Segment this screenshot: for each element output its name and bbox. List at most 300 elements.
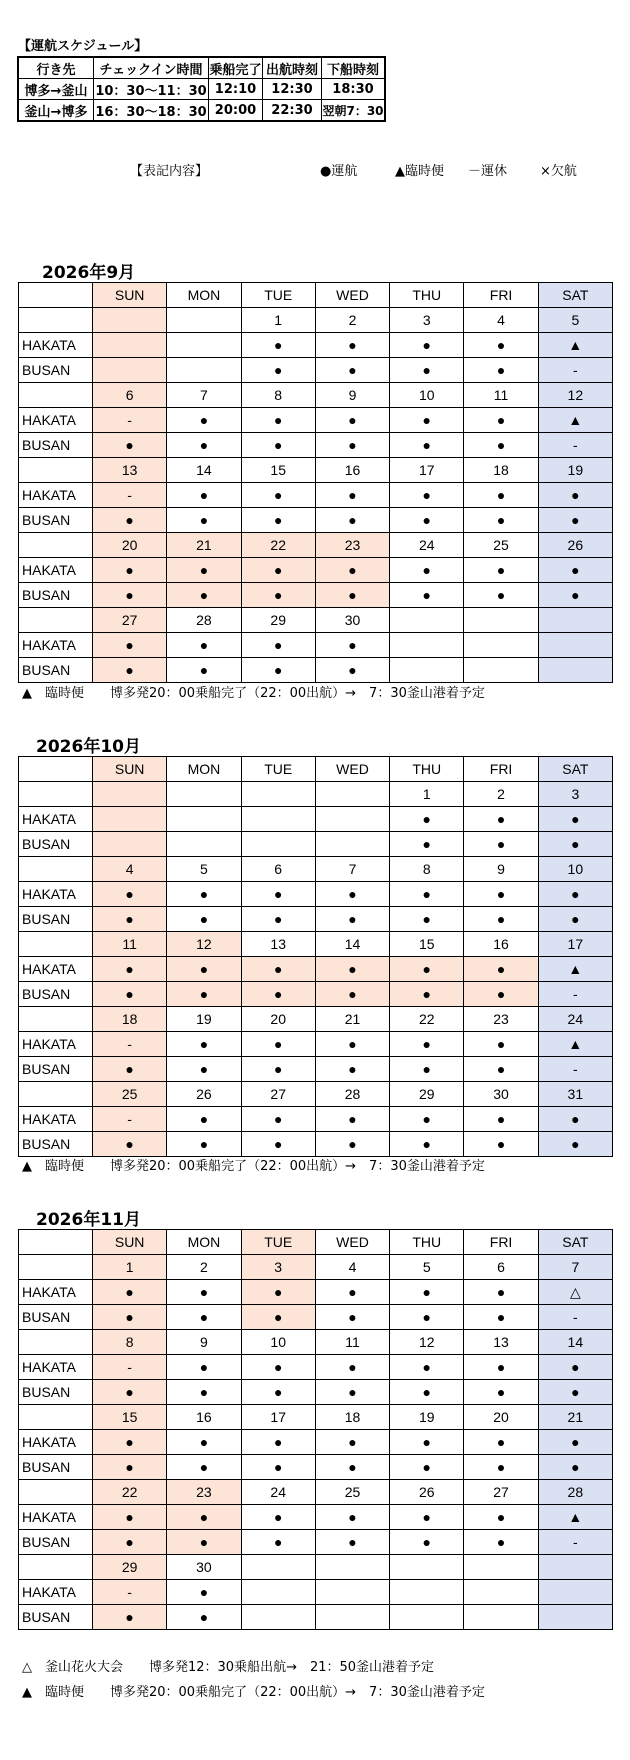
status-cell: ● — [167, 508, 241, 533]
status-cell: ● — [390, 1455, 464, 1480]
status-cell: ● — [464, 333, 538, 358]
day-header-wed: WED — [315, 757, 389, 782]
calendar-busan-row — [19, 1132, 613, 1157]
calendar-hakata-row — [19, 408, 613, 433]
status-cell — [93, 807, 167, 832]
status-cell: ● — [538, 1107, 612, 1132]
row-label-empty — [19, 1555, 93, 1580]
date-cell: 20 — [464, 1405, 538, 1430]
row-label-empty — [19, 533, 93, 558]
status-cell: ● — [241, 1530, 315, 1555]
status-cell: ● — [315, 957, 389, 982]
status-cell: ● — [241, 882, 315, 907]
calendar-date-row — [19, 857, 613, 882]
status-cell: ● — [167, 483, 241, 508]
status-cell: ● — [241, 633, 315, 658]
schedule-cell: 10：30～11：30 — [94, 79, 209, 100]
schedule-header-cell: 行き先 — [18, 57, 94, 79]
date-cell: 29 — [93, 1555, 167, 1580]
status-cell: - — [93, 1107, 167, 1132]
status-cell: ● — [315, 483, 389, 508]
status-cell: ● — [315, 1505, 389, 1530]
status-cell: ● — [464, 957, 538, 982]
status-cell: ● — [538, 583, 612, 608]
calendar-busan-row — [19, 433, 613, 458]
calendar-hakata-row — [19, 633, 613, 658]
status-cell: ● — [315, 882, 389, 907]
calendar-date-row — [19, 1330, 613, 1355]
route-label: HAKATA — [19, 1355, 93, 1380]
status-cell: ● — [167, 1455, 241, 1480]
date-cell: 13 — [464, 1330, 538, 1355]
status-cell: ● — [464, 1305, 538, 1330]
route-label: HAKATA — [19, 957, 93, 982]
status-cell: ● — [315, 1032, 389, 1057]
status-cell: ● — [390, 433, 464, 458]
row-label-empty — [19, 1330, 93, 1355]
date-cell: 28 — [538, 1480, 612, 1505]
date-cell — [241, 1555, 315, 1580]
date-cell: 25 — [464, 533, 538, 558]
legend — [0, 160, 630, 180]
date-cell: 24 — [538, 1007, 612, 1032]
schedule-cell: 釜山→博多 — [18, 100, 94, 122]
calendar-date-row — [19, 1555, 613, 1580]
status-cell: ● — [464, 408, 538, 433]
date-cell: 26 — [390, 1480, 464, 1505]
status-cell: ● — [93, 433, 167, 458]
date-cell: 24 — [241, 1480, 315, 1505]
date-cell — [390, 608, 464, 633]
status-cell: ● — [241, 982, 315, 1007]
footnote: △ 釜山花火大会 博多発12：30乗船出航→ 21：50釜山港着予定 — [22, 1660, 435, 1675]
status-cell: ● — [464, 433, 538, 458]
status-cell: ● — [464, 1455, 538, 1480]
status-cell: ● — [390, 408, 464, 433]
status-cell: ● — [93, 633, 167, 658]
row-label-empty — [19, 458, 93, 483]
day-header-fri: FRI — [464, 1230, 538, 1255]
calendar-busan-row — [19, 1605, 613, 1630]
month-title: 2026年11月 — [36, 1210, 141, 1230]
schedule-cell: 18:30 — [322, 79, 386, 100]
month-title: 2026年10月 — [36, 737, 141, 757]
status-cell: ● — [315, 1132, 389, 1157]
legend-item-temporary: ▲臨時便 — [395, 164, 444, 179]
status-cell: ● — [315, 408, 389, 433]
date-cell: 31 — [538, 1082, 612, 1107]
status-cell: △ — [538, 1280, 612, 1305]
calendar-hakata-row — [19, 1032, 613, 1057]
date-cell: 8 — [390, 857, 464, 882]
calendar-hakata-row — [19, 333, 613, 358]
date-cell: 18 — [93, 1007, 167, 1032]
row-label-empty — [19, 1082, 93, 1107]
status-cell: ● — [390, 907, 464, 932]
status-cell: ● — [464, 1430, 538, 1455]
calendar-date-row — [19, 533, 613, 558]
row-label-empty — [19, 932, 93, 957]
route-label: BUSAN — [19, 1057, 93, 1082]
date-cell: 7 — [538, 1255, 612, 1280]
date-cell: 14 — [315, 932, 389, 957]
date-cell — [464, 1555, 538, 1580]
date-cell: 18 — [315, 1405, 389, 1430]
route-label: HAKATA — [19, 633, 93, 658]
status-cell: ● — [241, 1505, 315, 1530]
day-header-sun: SUN — [93, 757, 167, 782]
status-cell: ● — [390, 1057, 464, 1082]
route-label: BUSAN — [19, 433, 93, 458]
status-cell: ● — [167, 1530, 241, 1555]
calendar-table — [18, 756, 613, 1157]
calendar-hakata-row — [19, 1355, 613, 1380]
calendar-hakata-row — [19, 882, 613, 907]
status-cell: ● — [315, 658, 389, 683]
date-cell: 19 — [167, 1007, 241, 1032]
date-cell — [390, 1555, 464, 1580]
date-cell: 4 — [315, 1255, 389, 1280]
day-header-fri: FRI — [464, 757, 538, 782]
calendar-date-row — [19, 1007, 613, 1032]
date-cell: 24 — [390, 533, 464, 558]
status-cell: ● — [538, 1132, 612, 1157]
status-cell: ● — [464, 483, 538, 508]
status-cell: ● — [167, 558, 241, 583]
status-cell: ● — [390, 807, 464, 832]
status-cell: ● — [241, 957, 315, 982]
status-cell — [538, 1605, 612, 1630]
date-cell: 3 — [390, 308, 464, 333]
status-cell: ● — [538, 907, 612, 932]
date-cell: 6 — [93, 383, 167, 408]
date-cell: 13 — [93, 458, 167, 483]
day-header-tue: TUE — [241, 1230, 315, 1255]
route-label: HAKATA — [19, 483, 93, 508]
schedule-cell: 翌朝7：30 — [322, 100, 386, 122]
status-cell: ● — [93, 1132, 167, 1157]
date-cell: 1 — [241, 308, 315, 333]
date-cell: 3 — [538, 782, 612, 807]
status-cell: - — [538, 1530, 612, 1555]
date-cell: 3 — [241, 1255, 315, 1280]
row-label-empty — [19, 857, 93, 882]
date-cell: 18 — [464, 458, 538, 483]
day-header-thu: THU — [390, 1230, 464, 1255]
status-cell: ● — [390, 1280, 464, 1305]
day-header-thu: THU — [390, 757, 464, 782]
status-cell: ● — [241, 1455, 315, 1480]
date-cell: 23 — [315, 533, 389, 558]
date-cell: 23 — [167, 1480, 241, 1505]
route-label: HAKATA — [19, 1580, 93, 1605]
date-cell: 30 — [464, 1082, 538, 1107]
status-cell: ● — [241, 333, 315, 358]
status-cell: ▲ — [538, 408, 612, 433]
route-label: HAKATA — [19, 807, 93, 832]
status-cell: ● — [390, 1505, 464, 1530]
status-cell: ● — [241, 1280, 315, 1305]
day-header-wed: WED — [315, 283, 389, 308]
date-cell: 2 — [167, 1255, 241, 1280]
status-cell: ● — [464, 907, 538, 932]
status-cell — [241, 832, 315, 857]
status-cell — [538, 658, 612, 683]
status-cell: ● — [241, 1355, 315, 1380]
row-label-empty — [19, 383, 93, 408]
route-label: BUSAN — [19, 583, 93, 608]
route-label: BUSAN — [19, 1305, 93, 1330]
date-cell: 14 — [167, 458, 241, 483]
status-cell: ● — [167, 1355, 241, 1380]
calendar-busan-row — [19, 358, 613, 383]
row-label-empty — [19, 608, 93, 633]
status-cell: ● — [464, 882, 538, 907]
date-cell: 7 — [315, 857, 389, 882]
calendar-busan-row — [19, 832, 613, 857]
route-label: HAKATA — [19, 1505, 93, 1530]
date-cell: 27 — [241, 1082, 315, 1107]
date-cell: 26 — [167, 1082, 241, 1107]
status-cell: ● — [241, 583, 315, 608]
date-cell: 15 — [93, 1405, 167, 1430]
status-cell: ● — [390, 957, 464, 982]
date-cell — [538, 608, 612, 633]
day-header-sat: SAT — [538, 1230, 612, 1255]
status-cell: ● — [93, 1605, 167, 1630]
route-label: HAKATA — [19, 1107, 93, 1132]
status-cell: - — [93, 408, 167, 433]
calendar-date-row — [19, 1405, 613, 1430]
status-cell: ● — [241, 358, 315, 383]
calendar-table — [18, 282, 613, 683]
status-cell: ● — [464, 807, 538, 832]
status-cell: ● — [241, 1057, 315, 1082]
date-cell: 16 — [464, 932, 538, 957]
schedule-row — [18, 100, 385, 122]
date-cell — [538, 1555, 612, 1580]
day-header-sun: SUN — [93, 1230, 167, 1255]
status-cell: ● — [167, 1305, 241, 1330]
row-label-empty — [19, 1405, 93, 1430]
calendar-header-row — [19, 1230, 613, 1255]
status-cell: ● — [464, 1380, 538, 1405]
status-cell: ● — [390, 483, 464, 508]
calendar-hakata-row — [19, 1580, 613, 1605]
footnote: ▲ 臨時便 博多発20：00乗船完了（22：00出航）→ 7：30釜山港着予定 — [22, 686, 485, 701]
status-cell: ● — [315, 558, 389, 583]
day-header-wed: WED — [315, 1230, 389, 1255]
date-cell: 21 — [167, 533, 241, 558]
schedule-header-cell: 出航時刻 — [263, 57, 322, 79]
status-cell — [315, 807, 389, 832]
status-cell — [464, 1580, 538, 1605]
schedule-table — [17, 56, 386, 122]
date-cell: 22 — [93, 1480, 167, 1505]
status-cell: ● — [93, 1305, 167, 1330]
calendar-busan-row — [19, 1530, 613, 1555]
status-cell: ● — [315, 907, 389, 932]
status-cell: ● — [93, 508, 167, 533]
route-label: BUSAN — [19, 1132, 93, 1157]
status-cell — [390, 633, 464, 658]
status-cell: ● — [464, 508, 538, 533]
status-cell: ● — [93, 1455, 167, 1480]
date-cell: 22 — [390, 1007, 464, 1032]
date-cell: 12 — [390, 1330, 464, 1355]
calendar-date-row — [19, 608, 613, 633]
date-cell: 15 — [241, 458, 315, 483]
status-cell: ● — [93, 1430, 167, 1455]
date-cell: 26 — [538, 533, 612, 558]
calendar-hakata-row — [19, 1505, 613, 1530]
status-cell: ● — [315, 1380, 389, 1405]
date-cell: 20 — [93, 533, 167, 558]
status-cell: ● — [538, 807, 612, 832]
status-cell — [390, 658, 464, 683]
day-header-sat: SAT — [538, 283, 612, 308]
status-cell: ● — [390, 558, 464, 583]
schedule-header-cell: 乗船完了 — [209, 57, 263, 79]
calendar-date-row — [19, 308, 613, 333]
calendar-hakata-row — [19, 807, 613, 832]
status-cell: ● — [315, 633, 389, 658]
status-cell: ● — [93, 583, 167, 608]
status-cell: - — [93, 1580, 167, 1605]
status-cell: ● — [390, 1305, 464, 1330]
footnote: ▲ 臨時便 博多発20：00乗船完了（22：00出航）→ 7：30釜山港着予定 — [22, 1685, 485, 1700]
date-cell — [93, 782, 167, 807]
calendar-header-row — [19, 757, 613, 782]
date-cell — [167, 308, 241, 333]
status-cell: ● — [315, 982, 389, 1007]
status-cell: ● — [315, 1430, 389, 1455]
status-cell: ● — [315, 433, 389, 458]
date-cell: 2 — [464, 782, 538, 807]
date-cell: 12 — [167, 932, 241, 957]
status-cell: ● — [93, 558, 167, 583]
status-cell: - — [538, 358, 612, 383]
route-label: HAKATA — [19, 408, 93, 433]
status-cell: ● — [93, 658, 167, 683]
date-cell: 20 — [241, 1007, 315, 1032]
date-cell: 19 — [538, 458, 612, 483]
status-cell: ▲ — [538, 333, 612, 358]
calendar-hakata-row — [19, 1430, 613, 1455]
status-cell: ● — [241, 907, 315, 932]
status-cell: ● — [538, 1430, 612, 1455]
status-cell: ● — [315, 508, 389, 533]
status-cell: ● — [93, 1280, 167, 1305]
calendar-hakata-row — [19, 1280, 613, 1305]
status-cell — [93, 832, 167, 857]
status-cell: ● — [390, 358, 464, 383]
calendar-date-row — [19, 1082, 613, 1107]
date-cell: 25 — [93, 1082, 167, 1107]
status-cell: ● — [315, 333, 389, 358]
day-header-mon: MON — [167, 283, 241, 308]
date-cell — [315, 1555, 389, 1580]
row-label-empty — [19, 782, 93, 807]
date-cell: 10 — [538, 857, 612, 882]
schedule-cell: 16：30～18：30 — [94, 100, 209, 122]
status-cell: - — [538, 1057, 612, 1082]
status-cell: ● — [464, 832, 538, 857]
day-header-mon: MON — [167, 757, 241, 782]
date-cell: 17 — [390, 458, 464, 483]
status-cell: ● — [315, 1280, 389, 1305]
calendar-date-row — [19, 383, 613, 408]
date-cell: 19 — [390, 1405, 464, 1430]
status-cell: ● — [464, 1107, 538, 1132]
calendar-hakata-row — [19, 483, 613, 508]
status-cell — [93, 358, 167, 383]
status-cell: ● — [167, 982, 241, 1007]
schedule-row — [18, 79, 385, 100]
status-cell: ● — [538, 483, 612, 508]
calendar-busan-row — [19, 1305, 613, 1330]
status-cell: ● — [241, 433, 315, 458]
calendar-busan-row — [19, 583, 613, 608]
status-cell: ● — [241, 408, 315, 433]
date-cell: 30 — [315, 608, 389, 633]
status-cell: ● — [464, 1505, 538, 1530]
status-cell: ● — [93, 957, 167, 982]
date-cell: 22 — [241, 533, 315, 558]
schedule-header-cell: 下船時刻 — [322, 57, 386, 79]
route-label: BUSAN — [19, 1605, 93, 1630]
status-cell: ● — [315, 358, 389, 383]
date-cell: 9 — [315, 383, 389, 408]
status-cell: ● — [167, 1605, 241, 1630]
status-cell: ● — [464, 1530, 538, 1555]
schedule-cell: 12:10 — [209, 79, 263, 100]
status-cell: ● — [241, 1380, 315, 1405]
calendar-hakata-row — [19, 957, 613, 982]
status-cell — [167, 333, 241, 358]
corner-cell — [19, 1230, 93, 1255]
schedule-cell: 22:30 — [263, 100, 322, 122]
day-header-sat: SAT — [538, 757, 612, 782]
status-cell: ● — [167, 633, 241, 658]
status-cell: ● — [390, 1380, 464, 1405]
status-cell: - — [93, 1032, 167, 1057]
status-cell: ● — [241, 483, 315, 508]
route-label: BUSAN — [19, 658, 93, 683]
status-cell — [167, 807, 241, 832]
status-cell: ● — [464, 1280, 538, 1305]
calendar-date-row — [19, 782, 613, 807]
route-label: BUSAN — [19, 1380, 93, 1405]
status-cell: ● — [167, 583, 241, 608]
month-title: 2026年9月 — [42, 263, 136, 283]
status-cell — [464, 1605, 538, 1630]
status-cell: ● — [390, 333, 464, 358]
status-cell: ● — [167, 907, 241, 932]
date-cell: 8 — [241, 383, 315, 408]
date-cell — [464, 608, 538, 633]
status-cell — [93, 333, 167, 358]
date-cell — [241, 782, 315, 807]
date-cell: 15 — [390, 932, 464, 957]
status-cell: ● — [167, 1380, 241, 1405]
status-cell — [464, 658, 538, 683]
status-cell: ● — [538, 832, 612, 857]
status-cell: - — [93, 483, 167, 508]
calendar-busan-row — [19, 1057, 613, 1082]
status-cell: ● — [315, 1355, 389, 1380]
status-cell: ● — [93, 1530, 167, 1555]
